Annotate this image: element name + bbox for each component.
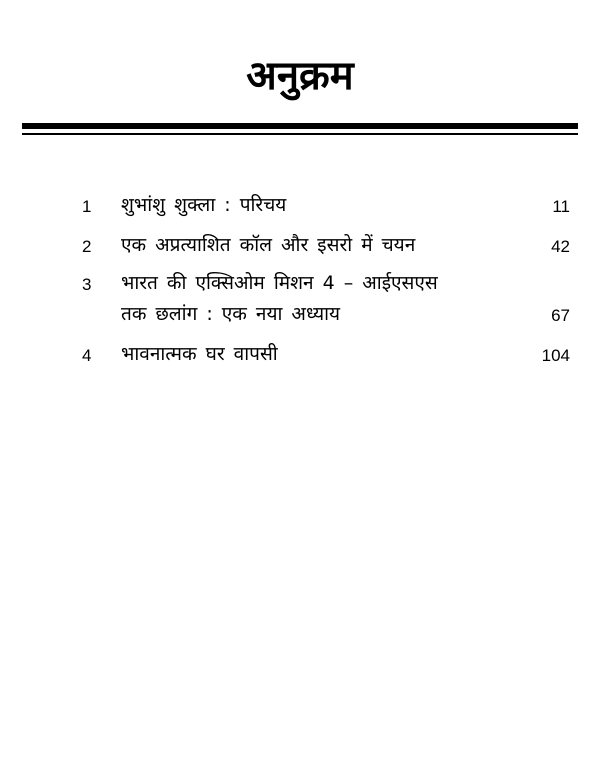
chapter-title: भावनात्मक घर वापसी [121, 343, 278, 365]
chapter-number: 1 [82, 197, 92, 216]
page-title: अनुक्रम [246, 53, 354, 99]
chapter-number: 3 [82, 275, 92, 294]
chapter-number: 2 [82, 237, 92, 256]
chapter-title: शुभांशु शुक्ला : परिचय [121, 194, 287, 216]
chapter-page-number: 11 [552, 197, 570, 216]
chapter-title: एक अप्रत्याशित कॉल और इसरो में चयन [121, 234, 416, 256]
chapter-number: 4 [82, 346, 92, 365]
chapter-page-number: 104 [541, 346, 570, 365]
chapter-page-number: 67 [551, 306, 570, 325]
chapter-title-continued: तक छलांग : एक नया अध्याय [121, 303, 341, 325]
chapter-page-number: 42 [551, 237, 570, 256]
chapter-title: भारत की एक्सिओम मिशन 4 – आईएसएस [121, 272, 438, 294]
